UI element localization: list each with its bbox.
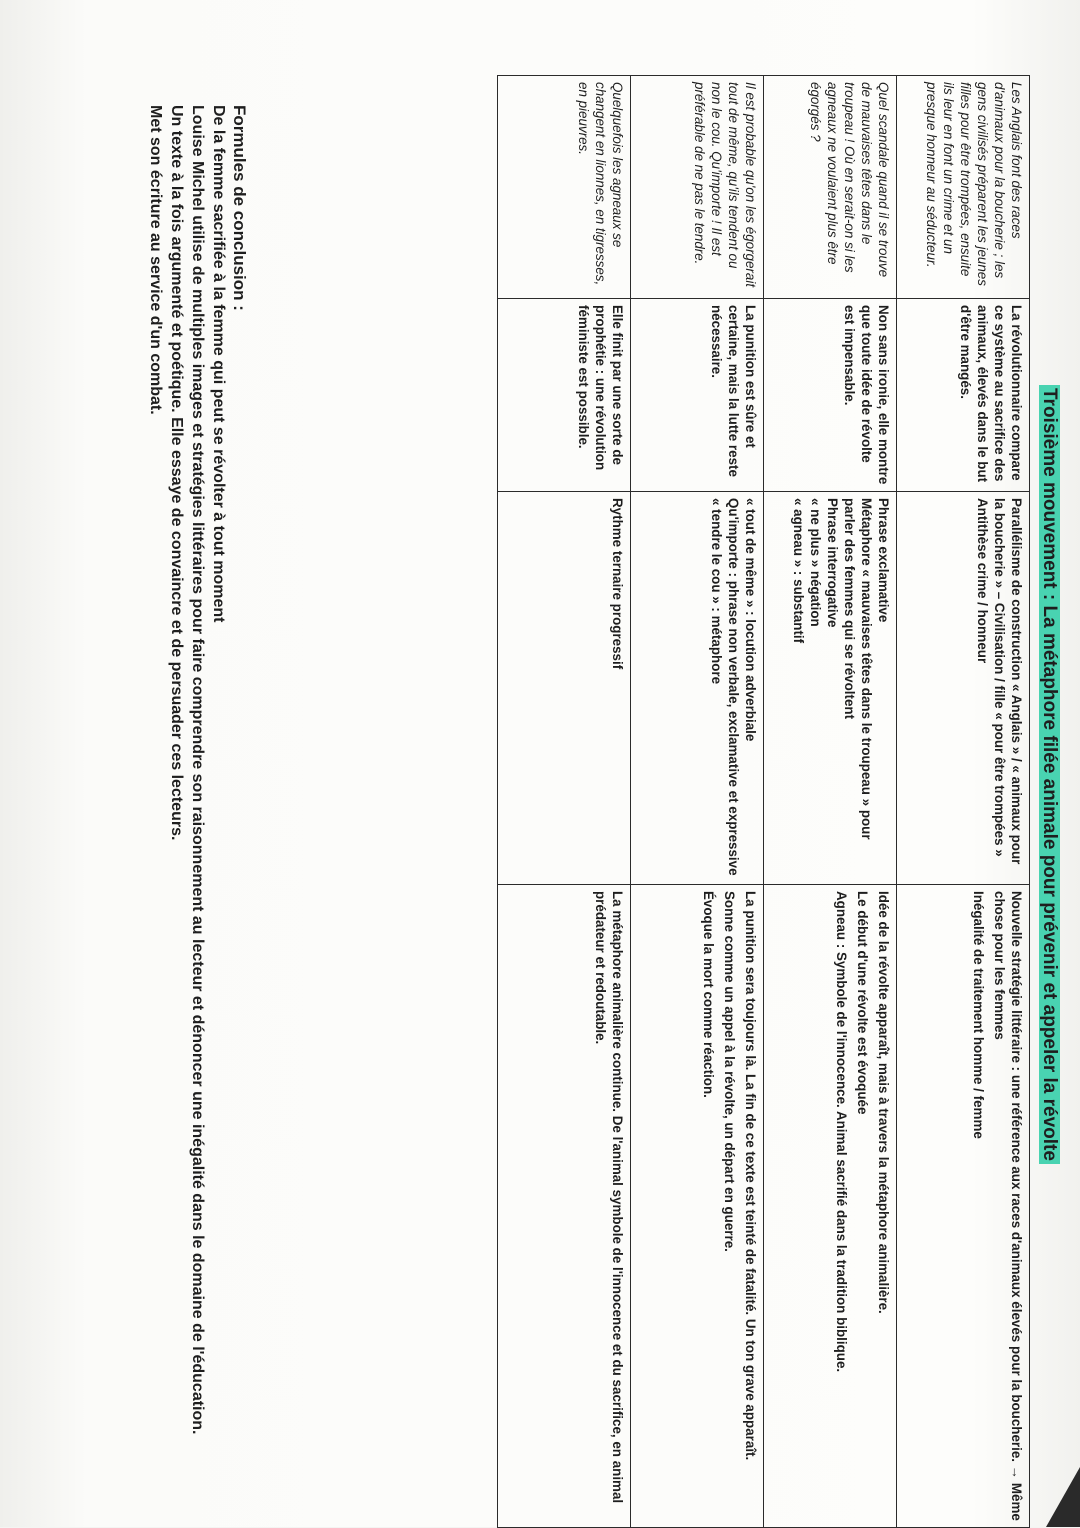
- procede-line: Phrase exclamative: [876, 498, 891, 623]
- procede-line: « agneau » : substantif: [791, 498, 806, 644]
- conclusion-line-1: De la femme sacrifiée à la femme qui peut se révolter à tout moment: [210, 105, 227, 623]
- interpretation-cell: [631, 885, 764, 1528]
- interpretation-line: Inégalité de traitement homme / femme: [971, 891, 986, 1139]
- procede-line: « tendre le cou » : métaphore: [709, 498, 724, 685]
- idea-cell: La punition est sûre et certaine, mais la lutte reste nécessaire.: [631, 299, 764, 492]
- title-highlight: Troisième mouvement : La métaphore filée animale pour prévenir et appeler la révolte: [1039, 385, 1060, 1164]
- quote-cell: Quel scandale quand il se trouve de mauvaises têtes dans le troupeau ! Où en serait-on si les agneaux ne voulaient plus être égorgés ?: [764, 76, 897, 299]
- procedes-cell: [498, 492, 631, 885]
- procede-line: « tout de même » : locution adverbiale: [743, 498, 758, 742]
- procede-line: Phrase interrogative: [825, 498, 840, 628]
- interpretation-line: Idée de la révolte apparaît, mais à travers la métaphore animalière.: [876, 891, 891, 1314]
- table-row: [631, 76, 764, 1528]
- procede-line: Antithèse crime / honneur: [975, 498, 990, 664]
- interpretation-cell: [498, 885, 631, 1528]
- interpretation-line: Le début d'une révolte est évoquée: [855, 891, 870, 1115]
- conclusion-heading: Formules de conclusion :: [230, 105, 249, 311]
- conclusion-block: [145, 105, 250, 1485]
- interpretation-cell: [897, 885, 1030, 1528]
- procede-line: « ne plus » négation: [808, 498, 823, 627]
- procede-line: Parallélisme de construction « Anglais » / « animaux pour la boucherie » – Civilisation / fille « pour être trompées »: [992, 498, 1024, 865]
- rotated-document: [140, 65, 1070, 1521]
- conclusion-line-4: Met son écriture au service d'un combat.: [147, 105, 164, 415]
- idea-cell: Non sans ironie, elle montre que toute idée de révolte est impensable.: [764, 299, 897, 492]
- procede-line: Métaphore « mauvaises têtes dans le troupeau » pour parler des femmes qui se révoltent: [842, 498, 874, 840]
- idea-cell: La révolutionnaire compare ce système au sacrifice des animaux, élevés dans le but d'être mangés.: [897, 299, 1030, 492]
- procede-line: Qu'importe : phrase non verbale, exclamative et expressive: [726, 498, 741, 876]
- quote-cell: Quelquefois les agneaux se changent en lionnes, en tigresses, en pieuvres.: [498, 76, 631, 299]
- section-title: [1034, 385, 1064, 1164]
- procedes-cell: [897, 492, 1030, 885]
- conclusion-line-2: Louise Michel utilise de multiples images et stratégies littéraires pour faire comprendre son raisonnement au lecteur et dénoncer une inégalité dans le domaine de l'éducation.: [189, 105, 206, 1435]
- procedes-cell: [631, 492, 764, 885]
- procede-line: Rythme ternaire progressif: [610, 498, 625, 670]
- procedes-cell: [764, 492, 897, 885]
- interpretation-line: Nouvelle stratégie littéraire : une référence aux races d'animaux élevés pour la boucherie. → Même chose pour les femmes: [992, 891, 1024, 1521]
- interpretation-line: La métaphore animalière continue. De l'animal symbole de l'innocence et du sacrifice, en animal prédateur et redoutable.: [593, 891, 625, 1504]
- interpretation-line: La punition sera toujours là. La fin de ce texte est teinté de fatalité. Un ton grave apparaît.: [743, 891, 758, 1461]
- conclusion-line-3: Un texte à la fois argumenté et poétique. Elle essaye de convaincre et de persuader ces lecteurs.: [168, 105, 185, 841]
- table-row: [764, 76, 897, 1528]
- table-row: [897, 76, 1030, 1528]
- table-row: [498, 76, 631, 1528]
- quote-cell: Les Anglais font des races d'animaux pour la boucherie ; les gens civilisés préparent les jeunes filles pour être trompées, ensuite ils leur en font un crime et un presque honneur au séducteur.: [897, 76, 1030, 299]
- idea-cell: Elle finit par une sorte de prophétie : une révolution féministe est possible.: [498, 299, 631, 492]
- interpretation-line: Sonne comme un appel à la révolte, un départ en guerre.: [722, 891, 737, 1252]
- quote-cell: Il est probable qu'on les égorgerait tout de même, qu'ils tendent ou non le cou. Qu'importe ! Il est préférable de ne pas le tendre.: [631, 76, 764, 299]
- interpretation-cell: [764, 885, 897, 1528]
- interpretation-line: Évoque la mort comme réaction.: [701, 891, 716, 1098]
- interpretation-line: Agneau : Symbole de l'innocence. Animal sacrifié dans la tradition biblique.: [834, 891, 849, 1373]
- analysis-table: [497, 75, 1030, 1528]
